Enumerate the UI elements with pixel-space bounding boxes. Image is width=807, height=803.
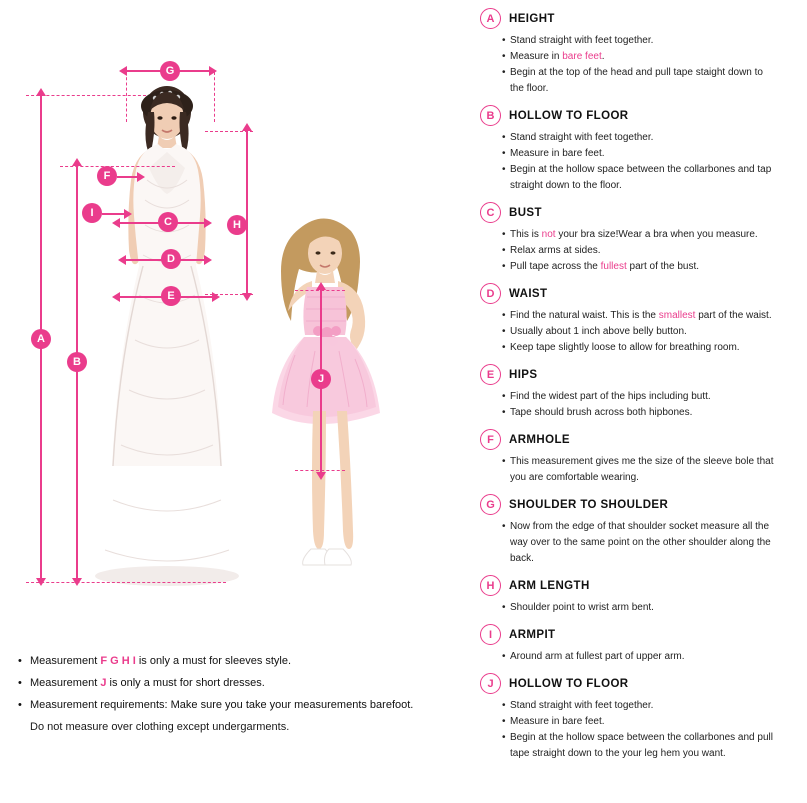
- instruction-bullet: [502, 746, 799, 761]
- marker-h: H: [227, 215, 247, 235]
- arrow-d-right: [204, 255, 212, 265]
- text-run: Measure in: [510, 51, 563, 62]
- text-run: Measure in bare feet.: [510, 148, 605, 159]
- instruction-bullets: [480, 698, 799, 761]
- instruction-bullets: [480, 389, 799, 420]
- instruction-bullets: [480, 649, 799, 664]
- instruction-heading: [480, 624, 799, 645]
- instruction-bullet: [502, 65, 799, 80]
- instruction-heading: [480, 575, 799, 596]
- instruction-bullet: [502, 324, 799, 339]
- instruction-heading: [480, 8, 799, 29]
- instruction-bullet: [502, 162, 799, 177]
- instruction-letter-badge: A: [480, 8, 501, 29]
- text-run: your bra size!Wear a bra when you measure.: [555, 229, 758, 240]
- instruction-entry-i: [480, 624, 799, 664]
- instruction-bullet: [502, 470, 799, 485]
- instruction-bullet: [502, 146, 799, 161]
- instruction-heading: [480, 105, 799, 126]
- instruction-bullets: [480, 600, 799, 615]
- instruction-bullet: [502, 730, 799, 745]
- notes-list: [18, 650, 458, 716]
- text-run: Pull tape across the: [510, 261, 601, 272]
- instruction-bullet: [502, 600, 799, 615]
- instruction-bullets: [480, 308, 799, 355]
- highlight-text: bare feet: [562, 51, 602, 62]
- text-run: Begin at the hollow space between the collarbones and tap: [510, 164, 772, 175]
- instruction-bullets: [480, 227, 799, 274]
- instruction-heading: [480, 364, 799, 385]
- instructions-panel: [470, 0, 807, 803]
- instruction-letter-badge: D: [480, 283, 501, 304]
- guide-j-bottom: [295, 470, 345, 471]
- arrow-g-right: [209, 66, 217, 76]
- marker-a: A: [31, 329, 51, 349]
- marker-e: E: [161, 286, 181, 306]
- text-run: Usually about 1 inch above belly button.: [510, 326, 687, 337]
- marker-i: I: [82, 203, 102, 223]
- instruction-title: SHOULDER TO SHOULDER: [509, 498, 669, 511]
- instruction-letter-badge: F: [480, 429, 501, 450]
- guide-floor: [26, 582, 226, 583]
- arrow-h-top: [242, 123, 252, 131]
- arrow-c-right: [204, 218, 212, 228]
- text-run: Around arm at fullest part of upper arm.: [510, 651, 685, 662]
- text-run: is only a must for short dresses.: [106, 677, 265, 689]
- instruction-title: WAIST: [509, 287, 548, 300]
- instruction-letter-badge: G: [480, 494, 501, 515]
- text-run: This measurement gives me the size of the sleeve bole that: [510, 456, 774, 467]
- illustration-panel: [0, 0, 470, 640]
- instruction-title: ARM LENGTH: [509, 579, 590, 592]
- text-run: way over to the same point on the other shoulder along the: [510, 537, 771, 548]
- instruction-letter-badge: H: [480, 575, 501, 596]
- text-run: .: [601, 51, 605, 62]
- marker-c: C: [158, 212, 178, 232]
- text-run: Tape should brush across both hipbones.: [510, 407, 693, 418]
- text-run: Now from the edge of that shoulder socket measure all the: [510, 521, 770, 532]
- text-run: Measurement: [30, 655, 101, 667]
- text-run: Measurement: [30, 677, 101, 689]
- instruction-entry-e: [480, 364, 799, 420]
- guide-hollow: [60, 166, 175, 167]
- instruction-letter-badge: C: [480, 202, 501, 223]
- arrow-j-bottom: [316, 472, 326, 480]
- text-run: Keep tape slightly loose to allow for breathing room.: [510, 342, 740, 353]
- text-run: part of the bust.: [626, 261, 699, 272]
- instruction-entry-f: [480, 429, 799, 485]
- arrow-i: [124, 209, 132, 219]
- instruction-heading: [480, 202, 799, 223]
- instruction-bullets: [480, 454, 799, 485]
- guide-shoulder-left: [126, 72, 127, 122]
- notes-continuation: Do not measure over clothing except undergarments.: [30, 721, 290, 733]
- instruction-heading: [480, 494, 799, 515]
- note-highlight: F G H I: [100, 655, 136, 667]
- arrow-b-bottom: [72, 578, 82, 586]
- instruction-title: HOLLOW TO FLOOR: [509, 677, 629, 690]
- instruction-bullet: [502, 714, 799, 729]
- instruction-entry-c: [480, 202, 799, 274]
- instruction-entry-j: [480, 673, 799, 761]
- short-dress-figure: [255, 205, 465, 625]
- instruction-heading: [480, 673, 799, 694]
- instruction-bullet: [502, 259, 799, 274]
- instruction-heading: [480, 429, 799, 450]
- instruction-title: ARMHOLE: [509, 433, 570, 446]
- guide-head-top: [26, 95, 146, 96]
- instruction-bullet: [502, 519, 799, 534]
- instruction-bullet: [502, 81, 799, 96]
- arrow-f: [137, 172, 145, 182]
- instruction-letter-badge: B: [480, 105, 501, 126]
- arrow-e-left: [112, 292, 120, 302]
- instruction-entry-b: [480, 105, 799, 193]
- text-run: Shoulder point to wrist arm bent.: [510, 602, 654, 613]
- text-run: straight down to the floor.: [510, 180, 622, 191]
- text-run: Measure in bare feet.: [510, 716, 605, 727]
- instruction-title: HOLLOW TO FLOOR: [509, 109, 629, 122]
- line-arm-length-h: [246, 130, 248, 295]
- instruction-entry-d: [480, 283, 799, 355]
- marker-f: F: [97, 166, 117, 186]
- arrow-j-top: [316, 282, 326, 290]
- text-run: Find the natural waist. This is the: [510, 310, 659, 321]
- marker-g: G: [160, 61, 180, 81]
- text-run: Begin at the top of the head and pull tape staight down to: [510, 67, 763, 78]
- text-run: Find the widest part of the hips including butt.: [510, 391, 711, 402]
- line-hollow-to-floor-b: [76, 165, 78, 580]
- instruction-bullet: [502, 308, 799, 323]
- text-run: part of the waist.: [695, 310, 772, 321]
- instruction-bullet: [502, 178, 799, 193]
- text-run: Measurement requirements: Make sure you take your measurements barefoot.: [30, 699, 414, 711]
- instruction-letter-badge: I: [480, 624, 501, 645]
- note-item: [18, 672, 458, 694]
- instruction-bullet: [502, 227, 799, 242]
- instruction-bullet: [502, 243, 799, 258]
- instruction-bullets: [480, 33, 799, 96]
- highlight-text: fullest: [600, 261, 627, 272]
- instruction-title: HIPS: [509, 368, 538, 381]
- note-item: [18, 694, 458, 716]
- text-run: Stand straight with feet together.: [510, 132, 654, 143]
- instruction-bullet: [502, 649, 799, 664]
- instruction-bullet: [502, 535, 799, 550]
- marker-b: B: [67, 352, 87, 372]
- instruction-title: ARMPIT: [509, 628, 556, 641]
- marker-j: J: [311, 369, 331, 389]
- text-run: Stand straight with feet together.: [510, 700, 654, 711]
- instruction-bullets: [480, 519, 799, 566]
- instruction-bullet: [502, 340, 799, 355]
- instruction-title: HEIGHT: [509, 12, 555, 25]
- guide-arm-bottom: [205, 294, 253, 295]
- instruction-bullet: [502, 405, 799, 420]
- instruction-bullets: [480, 130, 799, 193]
- arrow-c-left: [112, 218, 120, 228]
- instruction-heading: [480, 283, 799, 304]
- marker-d: D: [161, 249, 181, 269]
- highlight-text: not: [541, 229, 556, 240]
- instruction-entry-h: [480, 575, 799, 615]
- instruction-bullet: [502, 698, 799, 713]
- guide-j-top: [295, 290, 345, 291]
- note-highlight: J: [100, 677, 107, 689]
- instruction-bullet: [502, 33, 799, 48]
- arrow-d-left: [118, 255, 126, 265]
- instruction-entry-g: [480, 494, 799, 566]
- instruction-bullet: [502, 389, 799, 404]
- instruction-letter-badge: E: [480, 364, 501, 385]
- instruction-bullet: [502, 551, 799, 566]
- guide-shoulder-right: [214, 72, 215, 122]
- arrow-b-top: [72, 158, 82, 166]
- guide-arm-top: [205, 131, 253, 132]
- highlight-text: smallest: [658, 310, 696, 321]
- text-run: back.: [510, 553, 534, 564]
- text-run: Begin at the hollow space between the collarbones and pull: [510, 732, 773, 743]
- instruction-bullet: [502, 130, 799, 145]
- footer-notes: [18, 650, 458, 738]
- text-run: is only a must for sleeves style.: [135, 655, 292, 667]
- text-run: tape straight down to the your leg hem you want.: [510, 748, 726, 759]
- text-run: This is: [510, 229, 542, 240]
- text-run: Stand straight with feet together.: [510, 35, 654, 46]
- text-run: you are comfortable wearing.: [510, 472, 639, 483]
- instruction-title: BUST: [509, 206, 542, 219]
- instruction-bullet: [502, 49, 799, 64]
- instruction-bullet: [502, 454, 799, 469]
- text-run: Relax arms at sides.: [510, 245, 601, 256]
- instruction-entry-a: [480, 8, 799, 96]
- text-run: the floor.: [510, 83, 549, 94]
- note-item: [18, 650, 458, 672]
- instruction-letter-badge: J: [480, 673, 501, 694]
